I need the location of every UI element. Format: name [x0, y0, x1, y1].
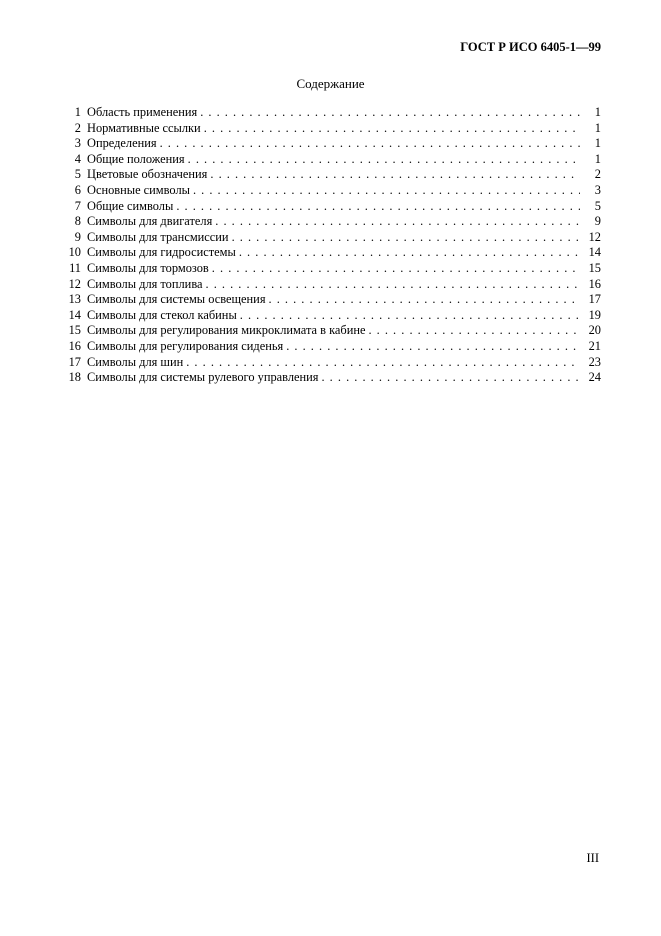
doc-code: ГОСТ Р ИСО 6405-1—99: [460, 40, 601, 54]
toc-entry-page: 14: [588, 245, 601, 260]
page-number: III: [586, 851, 599, 865]
toc-entry: [64, 308, 601, 324]
toc-leader-dots: [215, 214, 580, 230]
toc-leader-dots: [286, 339, 580, 355]
toc-entry-page: 1: [594, 120, 601, 135]
toc-entry-number: 18: [68, 370, 81, 385]
toc-entry-page: 21: [588, 338, 601, 353]
toc-entry: [64, 214, 601, 230]
toc-entry-title: Нормативные ссылки: [87, 120, 201, 135]
toc-leader-dots: [239, 245, 580, 261]
toc-leader-dots: [232, 230, 580, 246]
toc-leader-dots: [204, 121, 580, 137]
toc-entry-number: 9: [74, 229, 81, 244]
toc-entry-number: 16: [68, 338, 81, 353]
toc-entry-title: Символы для регулирования микроклимата в кабине: [87, 323, 366, 338]
toc-entry-title: Общие положения: [87, 151, 185, 166]
toc-leader-dots: [200, 105, 580, 121]
toc-entry: [64, 183, 601, 199]
toc-leader-dots: [210, 167, 580, 183]
toc-entry-page: 5: [594, 198, 601, 213]
toc-entry-title: Цветовые обозначения: [87, 167, 208, 182]
toc-entry-page: 2: [594, 167, 601, 182]
toc-entry-title: Символы для системы освещения: [87, 292, 266, 307]
toc-entry-number: 17: [68, 354, 81, 369]
toc-list: [64, 105, 601, 386]
toc-leader-dots: [193, 183, 580, 199]
toc-entry: [64, 136, 601, 152]
toc-entry-page: 19: [588, 307, 601, 322]
toc-entry-number: 15: [68, 323, 81, 338]
toc-entry-title: Символы для системы рулевого управления: [87, 370, 319, 385]
toc-entry: [64, 355, 601, 371]
toc-leader-dots: [176, 199, 580, 215]
toc-entry-page: 1: [594, 151, 601, 166]
toc-entry-title: Символы для топлива: [87, 276, 203, 291]
toc-leader-dots: [321, 370, 580, 386]
toc-entry: [64, 277, 601, 293]
toc-leader-dots: [368, 323, 580, 339]
toc-entry: [64, 323, 601, 339]
toc-entry-number: 14: [68, 307, 81, 322]
toc-entry-page: 17: [588, 292, 601, 307]
toc-leader-dots: [240, 308, 580, 324]
toc-entry-number: 8: [74, 214, 81, 229]
toc-entry-number: 5: [74, 167, 81, 182]
toc-entry-page: 15: [588, 260, 601, 275]
toc-leader-dots: [269, 292, 580, 308]
toc-entry-page: 23: [588, 354, 601, 369]
toc-entry: [64, 261, 601, 277]
toc-leader-dots: [160, 136, 580, 152]
toc-entry-title: Символы для шин: [87, 354, 184, 369]
toc-entry: [64, 230, 601, 246]
toc-entry: [64, 370, 601, 386]
toc-entry-page: 3: [594, 182, 601, 197]
toc-entry-title: Символы для двигателя: [87, 214, 213, 229]
toc-entry: [64, 167, 601, 183]
page-title: Содержание: [296, 76, 365, 91]
toc-entry-page: 1: [594, 105, 601, 119]
toc-entry-number: 7: [74, 198, 81, 213]
toc-entry-number: 13: [68, 292, 81, 307]
toc-entry-page: 12: [588, 229, 601, 244]
toc-entry-page: 24: [588, 370, 601, 385]
toc-entry-number: 3: [74, 136, 81, 151]
toc-leader-dots: [206, 277, 580, 293]
toc-leader-dots: [186, 355, 580, 371]
toc-entry: [64, 152, 601, 168]
toc-entry-title: Символы для тормозов: [87, 260, 209, 275]
toc-entry: [64, 105, 601, 121]
toc-entry-title: Символы для регулирования сиденья: [87, 338, 284, 353]
toc-entry: [64, 292, 601, 308]
toc-entry-page: 16: [588, 276, 601, 291]
toc-entry-number: 1: [74, 105, 81, 119]
toc-entry-page: 1: [594, 136, 601, 151]
toc-entry-title: Основные символы: [87, 182, 190, 197]
toc-entry-title: Общие символы: [87, 198, 174, 213]
toc-entry-number: 4: [74, 151, 81, 166]
toc-entry-number: 2: [74, 120, 81, 135]
toc-entry-title: Символы для трансмиссии: [87, 229, 229, 244]
toc-entry: [64, 339, 601, 355]
toc-entry: [64, 121, 601, 137]
toc-leader-dots: [188, 152, 580, 168]
toc-entry-title: Определения: [87, 136, 157, 151]
toc-leader-dots: [212, 261, 580, 277]
toc-entry-title: Область применения: [87, 105, 198, 119]
toc-entry-title: Символы для гидросистемы: [87, 245, 236, 260]
doc-header: [0, 40, 661, 54]
toc-entry: [64, 199, 601, 215]
toc-entry-page: 20: [588, 323, 601, 338]
toc-entry-number: 6: [74, 182, 81, 197]
toc-entry-number: 10: [68, 245, 81, 260]
toc-entry-number: 12: [68, 276, 81, 291]
toc-entry-page: 9: [594, 214, 601, 229]
toc-entry-title: Символы для стекол кабины: [87, 307, 237, 322]
toc-entry: [64, 245, 601, 261]
toc-entry-number: 11: [69, 260, 81, 275]
